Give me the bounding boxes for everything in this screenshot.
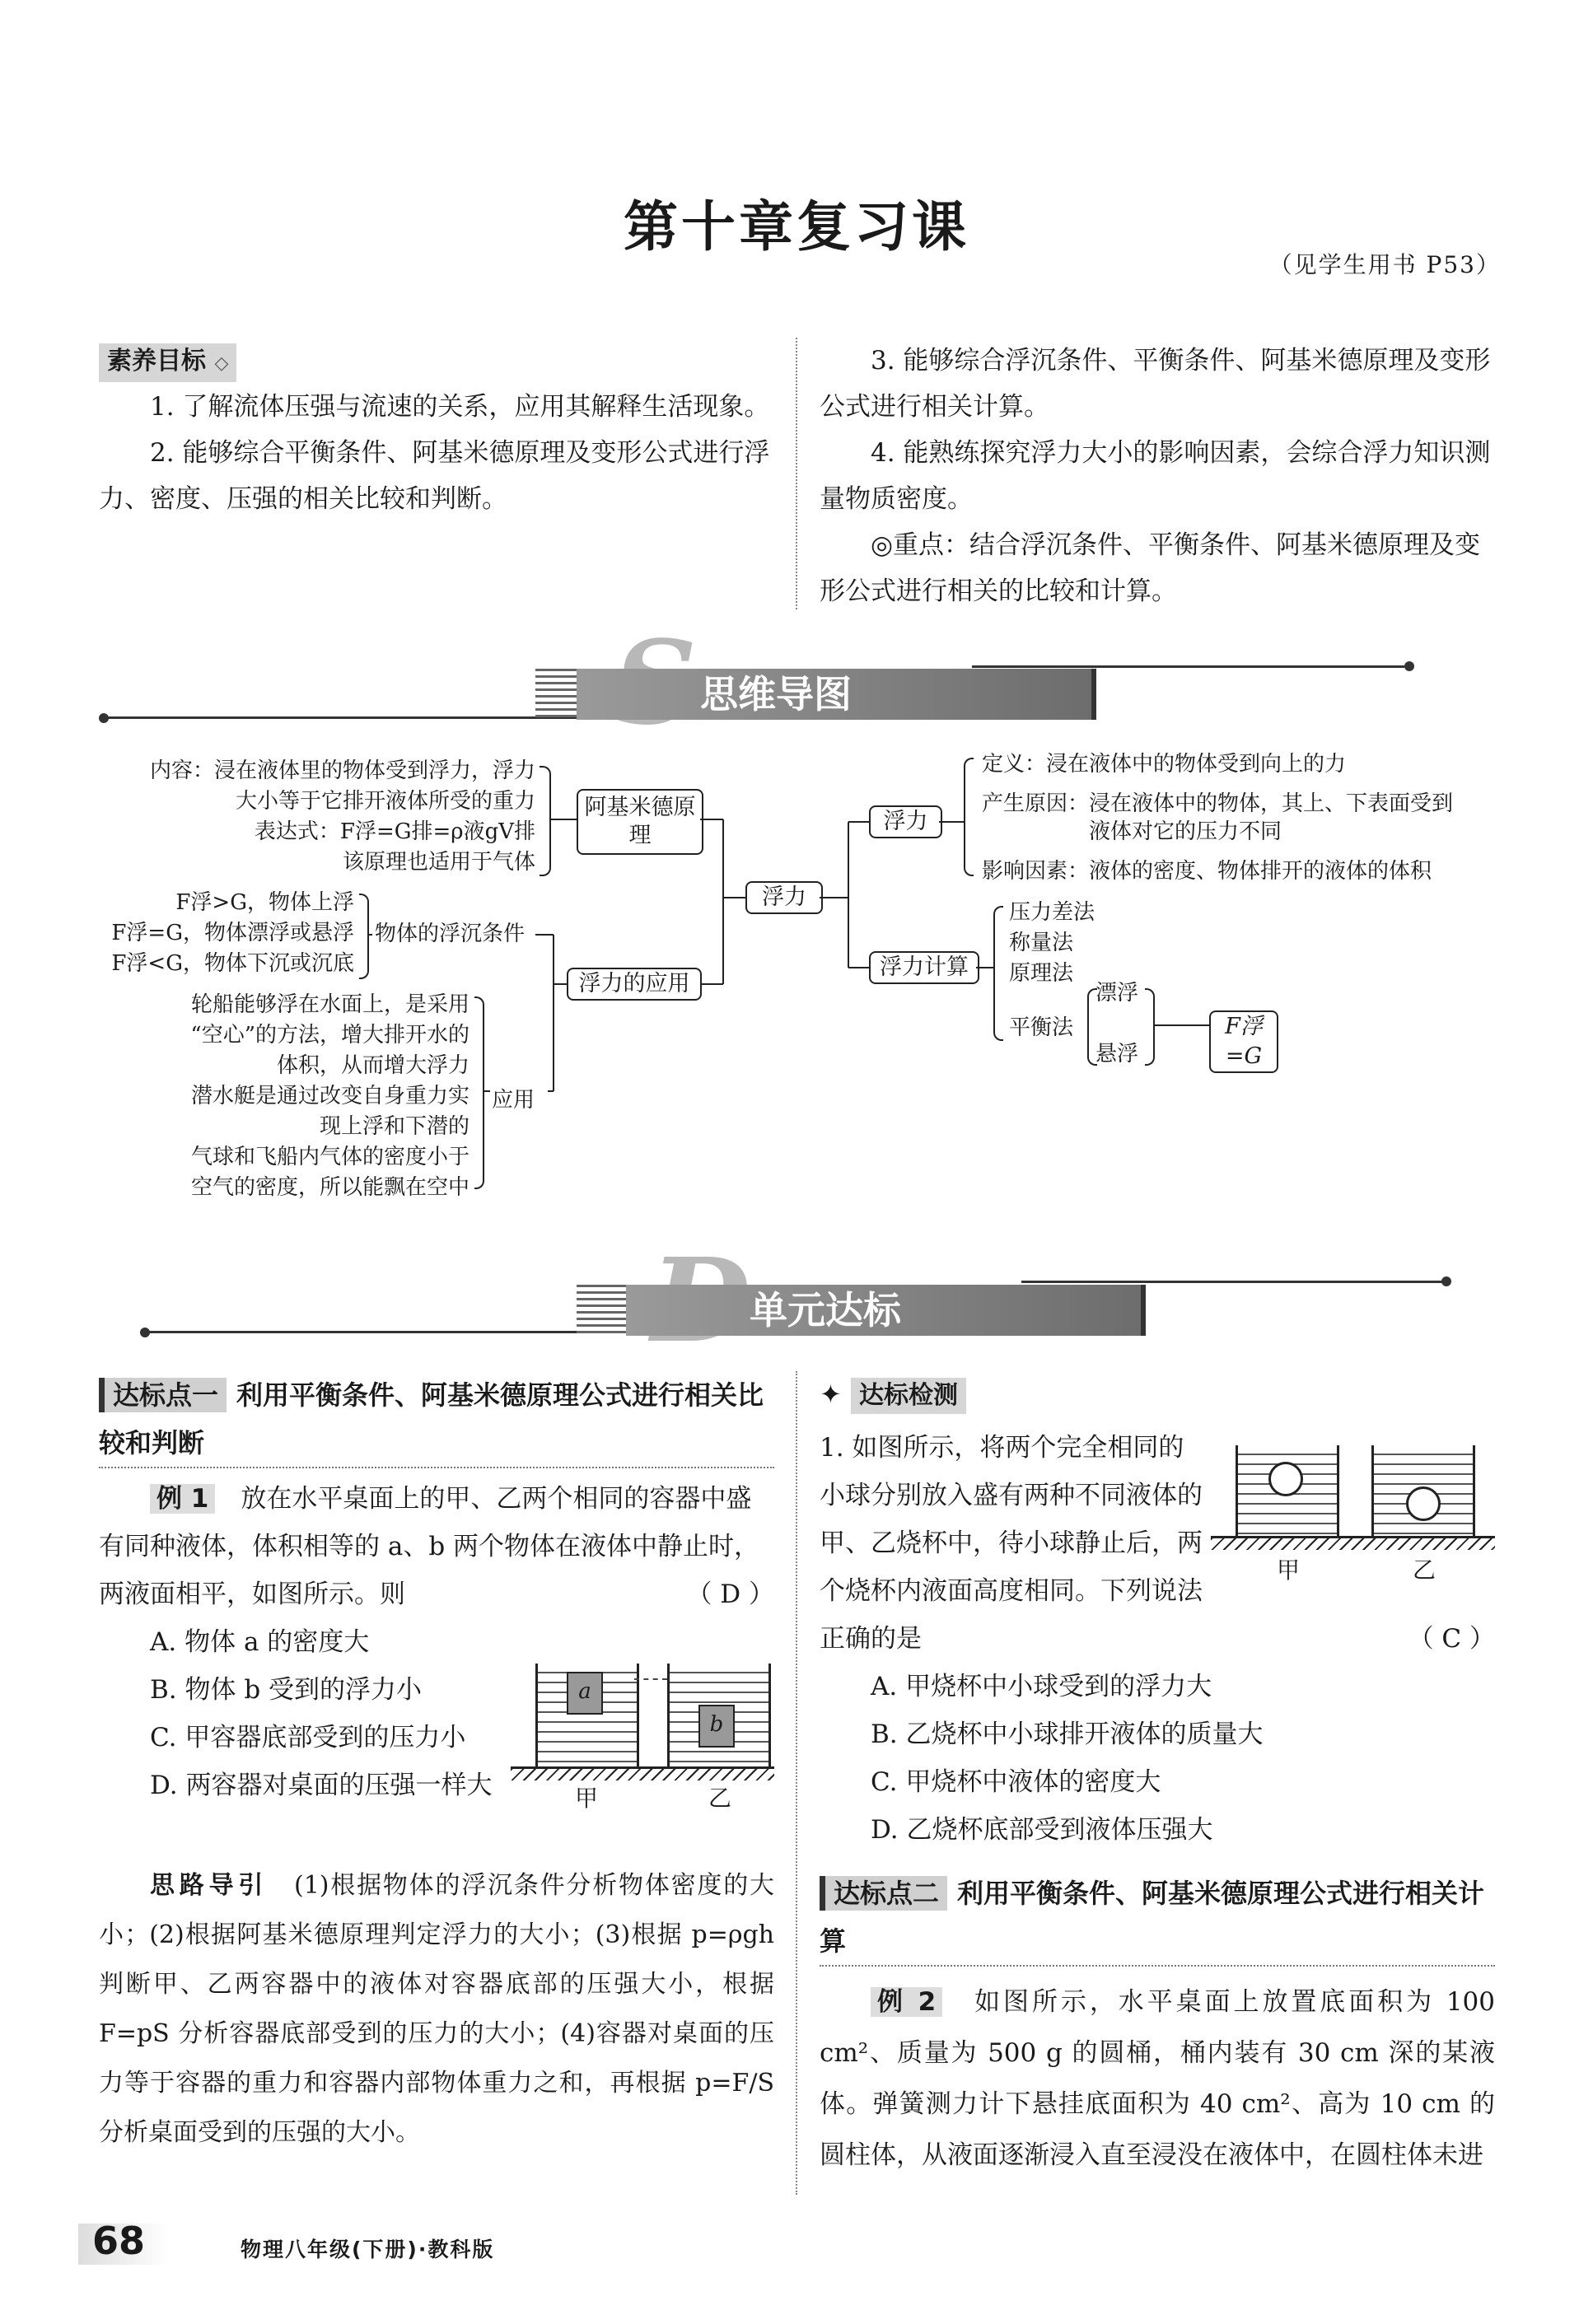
check-heading [820,1371,1495,1417]
hint-text: (1)根据物体的浮沉条件分析物体密度的大小；(2)根据阿基米德原理判定浮力的大小；(3)根据 p=ρgh 判断甲、乙两容器中的液体对容器底部的压强大小，根据 F=pS 分析容器底部受到的压力的大小；(4)容器对桌面的压力等于容器的重力和容器内部物体重力之和，再根据 p=F/S 分析桌面受到的压强的大小。 [99,1871,775,2147]
page-number: 68 [92,2219,146,2263]
buoyancy-definition: 定义：浸在液体中的物体受到向上的力 [982,752,1347,777]
hint [99,1861,774,2158]
point2-section [820,1869,1495,2181]
point2-title: 利用平衡条件、阿基米德原理公式进行相关计算 [820,1878,1485,1957]
option: A. 物体 a 的密度大 [150,1627,370,1657]
calc-method: 称量法 [1009,931,1074,955]
q1-options [820,1663,1495,1854]
example2-label: 例 2 [871,1987,942,2017]
mm-line: 大小等于它排开液体所受的重力 [235,789,535,814]
example1-label: 例 1 [150,1484,215,1514]
mm-line: 现上浮和下潜的 [319,1114,469,1139]
option: B. 物体 b 受到的浮力小 [150,1675,423,1705]
balance-result: F浮=G [1209,1010,1278,1073]
mm-line: 体积，从而增大浮力 [276,1053,469,1078]
book-reference: （见学生用书 P53） [1268,251,1501,278]
point1-heading [99,1371,774,1468]
mm-line: F浮<G，物体下沉或沉底 [111,951,354,976]
mm-line: F浮>G，物体上浮 [175,890,354,915]
example1-options [99,1618,537,1809]
option: C. 甲烧杯中液体的密度大 [871,1767,1161,1797]
unit-banner: 单元达标 [626,1285,1146,1336]
archimedes-box: 阿基米德原理 [577,789,703,855]
point2-heading [820,1869,1495,1967]
buoyancy-box: 浮力 [869,805,942,838]
option: C. 甲容器底部受到的压力小 [150,1723,466,1752]
application-label: 应用 [492,1088,535,1113]
float-conditions-label: 物体的浮沉条件 [375,922,526,946]
example1-answer: （ D ） [686,1580,774,1609]
q1-text: 1. 如图所示，将两个完全相同的小球分别放入盛有两种不同液体的甲、乙烧杯中，待小球静止后，两个烧杯内液面高度相同。下列说法正确的是 [820,1433,1203,1654]
goal-item: 2. 能够综合平衡条件、阿基米德原理及变形公式进行浮力、密度、压强的相关比较和判断。 [99,438,770,514]
balance-float: 漂浮 [1095,981,1139,1006]
calc-method: 原理法 [1009,961,1074,986]
label-yi: 乙 [708,1785,732,1812]
application-box: 浮力的应用 [567,968,702,1001]
ball-jia [1268,1462,1303,1496]
calc-method: 压力差法 [1009,900,1095,925]
mm-line: “空心”的方法，增大排开水的 [190,1023,469,1048]
balance-suspend: 悬浮 [1095,1042,1139,1066]
goal-item: 1. 了解流体压强与流速的关系，应用其解释生活现象。 [150,392,770,422]
hint-label: 思路导引 [150,1871,269,1900]
mm-line: 内容：浸在液体里的物体受到浮力，浮力 [149,758,535,783]
mm-line: 气球和飞船内气体的密度小于 [190,1145,469,1169]
goal-item: 3. 能够综合浮沉条件、平衡条件、阿基米德原理及变形公式进行相关计算。 [820,346,1491,422]
liquid-level-line [634,1678,667,1680]
mm-line: 该原理也适用于气体 [342,850,535,875]
object-b [698,1705,735,1748]
check-label: 达标检测 [851,1378,966,1414]
label-jia: 甲 [575,1785,599,1812]
page-title: 第十章复习课 [624,194,969,259]
mm-line: 潜水艇是通过改变自身重力实 [190,1084,469,1108]
goal-item: 4. 能熟练探究浮力大小的影响因素，会综合浮力知识测量物质密度。 [820,438,1491,514]
calc-box: 浮力计算 [869,951,979,984]
mindmap-banner: 思维导图 [577,669,1096,720]
buoyancy-cause: 产生原因：浸在液体中的物体，其上、下表面受到 [982,791,1454,816]
banner-line [1021,1281,1446,1283]
option: D. 乙烧杯底部受到液体压强大 [871,1815,1213,1845]
q1-answer: （ C ） [1408,1624,1495,1654]
object-a [567,1672,603,1715]
mm-line: 表达式：F浮=G排=ρ液gV排 [254,819,535,844]
goals-label: 素养目标 ◇ [99,343,236,382]
table-ground [1211,1536,1495,1550]
balance-method: 平衡法 [1009,1015,1074,1040]
label-yi: 乙 [1413,1556,1437,1584]
label-a: a [578,1679,591,1704]
ball-yi [1406,1486,1441,1521]
option: A. 甲烧杯中小球受到的浮力大 [871,1672,1212,1701]
mm-line: 轮船能够浮在水面上，是采用 [190,992,469,1017]
mm-line: 空气的密度，所以能飘在空中 [190,1175,469,1200]
check-icon: ✦ [820,1379,842,1410]
mm-line: F浮=G，物体漂浮或悬浮 [111,921,354,945]
banner-dot [1441,1276,1451,1286]
example1-figure [511,1639,774,1820]
buoyancy-cause: 液体对它的压力不同 [1089,819,1282,844]
example2 [820,1976,1495,2181]
example1-text: 放在水平桌面上的甲、乙两个相同的容器中盛有同种液体，体积相等的 a、b 两个物体在液体中静止时，两液面相平，如图所示。则 [99,1484,760,1609]
option: D. 两容器对桌面的压强一样大 [150,1771,493,1800]
example2-text: 如图所示，水平桌面上放置底面积为 100 cm²、质量为 500 g 的圆桶，桶内装有 30 cm 深的某液体。弹簧测力计下悬挂底面积为 40 cm²、高为 10 cm 的圆柱体，从液面逐渐浸入直至浸没在液体中，在圆柱体未进 [820,1987,1495,2170]
label-b: b [709,1712,724,1737]
point2-label: 达标点二 [820,1876,947,1911]
root-box: 浮力 [745,881,823,914]
goal-key-point: ◎重点：结合浮沉条件、平衡条件、阿基米德原理及变形公式进行相关的比较和计算。 [820,530,1481,606]
point1-label: 达标点一 [99,1378,227,1412]
point1-title: 利用平衡条件、阿基米德原理公式进行相关比较和判断 [99,1379,764,1458]
diamond-icon: ◇ [214,353,229,374]
book-title: 物理八年级(下册)·教科版 [241,2238,495,2261]
option: B. 乙烧杯中小球排开液体的质量大 [871,1720,1264,1749]
table-ground [511,1766,774,1780]
column-divider [796,1371,797,2195]
check-figure [1211,1437,1495,1602]
label-jia: 甲 [1277,1556,1301,1584]
buoyancy-factors: 影响因素：液体的密度、物体排开的液体的体积 [982,859,1432,884]
